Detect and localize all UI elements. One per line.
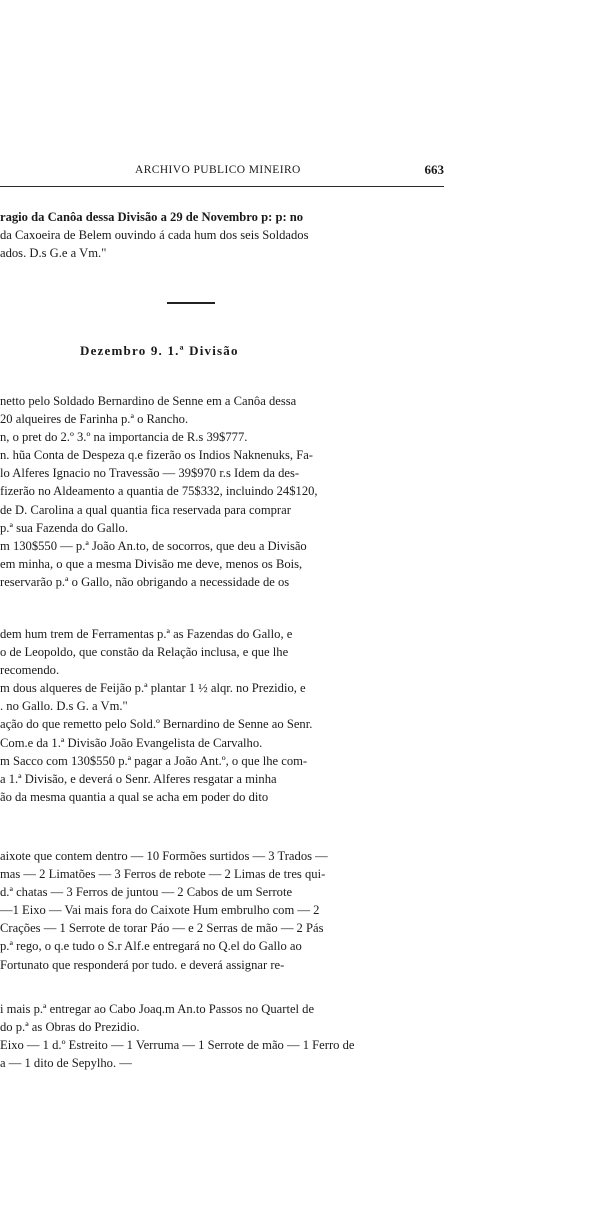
section-heading: Dezembro 9. 1.ª Divisão [80,343,239,358]
text-line: em minha, o que a mesma Divisão me deve, menos os Bois, [0,556,303,571]
text-line: aixote que contem dentro — 10 Formões surtidos — 3 Trados — [0,849,328,863]
paragraph-4 [0,1000,452,1072]
text-line: ão da mesma quantia a qual se acha em poder do dito [0,789,269,804]
text-line: da Caxoeira de Belem ouvindo á cada hum dos seis Soldados [0,228,309,243]
intro-paragraph [0,208,452,262]
text-line: ragio da Canôa dessa Divisão a 29 de Novembro p: p: no [0,210,304,224]
text-line: m dous alqueres de Feijão p.ª plantar 1 ½ alqr. no Prezidio, e [0,681,306,696]
text-line: ados. D.s G.e a Vm." [0,246,107,261]
text-line: do p.ª as Obras do Prezidio. [0,1020,140,1035]
header-rule [0,186,444,187]
text-line: . no Gallo. D.s G. a Vm." [0,699,128,714]
text-line: Crações — 1 Serrote de torar Páo — e 2 Serras de mão — 2 Pás [0,921,324,936]
text-line: Fortunato que responderá por tudo. e deverá assignar re- [0,957,285,972]
text-line: mas — 2 Limatões — 3 Ferros de rebote — 2 Limas de tres qui- [0,867,326,882]
text-line: netto pelo Soldado Bernardino de Senne em a Canôa dessa [0,394,297,408]
text-line: dem hum trem de Ferramentas p.ª as Fazendas do Gallo, e [0,627,293,641]
text-line: n, o pret do 2.º 3.º na importancia de R.s 39$777. [0,430,248,445]
page-number: 663 [424,162,444,177]
text-line: Com.e da 1.ª Divisão João Evangelista de Carvalho. [0,735,263,750]
text-line: recomendo. [0,663,60,678]
page-header [0,164,607,184]
text-line: reservarão p.ª o Gallo, não obrigando a necessidade de os [0,574,290,589]
text-line: m Sacco com 130$550 p.ª pagar a João Ant.º, o que lhe com- [0,753,308,768]
text-line: a — 1 dito de Sepylho. — [0,1056,132,1071]
text-line: lo Alferes Ignacio no Travessão — 39$970 r.s Idem da des- [0,466,300,481]
text-line: a 1.ª Divisão, e deverá o Senr. Alferes resgatar a minha [0,771,277,786]
text-line: de D. Carolina a qual quantia fica reservada para comprar [0,502,291,517]
text-line: ação do que remetto pelo Sold.º Bernardino de Senne ao Senr. [0,717,313,732]
paragraph-1 [0,392,452,591]
separator-rule [167,302,215,304]
running-title: ARCHIVO PUBLICO MINEIRO [135,164,301,176]
text-line: i mais p.ª entregar ao Cabo Joaq.m An.to Passos no Quartel de [0,1002,315,1016]
text-line: —1 Eixo — Vai mais fora do Caixote Hum embrulho com — 2 [0,903,320,918]
text-line: fizerão no Aldeamento a quantia de 75$332, incluindo 24$120, [0,484,318,499]
paragraph-3 [0,847,452,974]
paragraph-2 [0,625,452,806]
text-line: n. hũa Conta de Despeza q.e fizerão os Indios Naknenuks, Fa- [0,448,313,463]
text-line: Eixo — 1 d.º Estreito — 1 Verruma — 1 Serrote de mão — 1 Ferro de [0,1038,355,1053]
text-line: m 130$550 — p.ª João An.to, de socorros, que deu a Divisão [0,538,307,553]
text-line: d.ª chatas — 3 Ferros de juntou — 2 Cabos de um Serrote [0,885,293,900]
text-line: p.ª rego, o q.e tudo o S.r Alf.e entregará no Q.el do Gallo ao [0,939,302,954]
text-line: o de Leopoldo, que constão da Relação inclusa, e que lhe [0,645,289,660]
text-line: p.ª sua Fazenda do Gallo. [0,520,128,535]
text-line: 20 alqueires de Farinha p.ª o Rancho. [0,412,189,427]
